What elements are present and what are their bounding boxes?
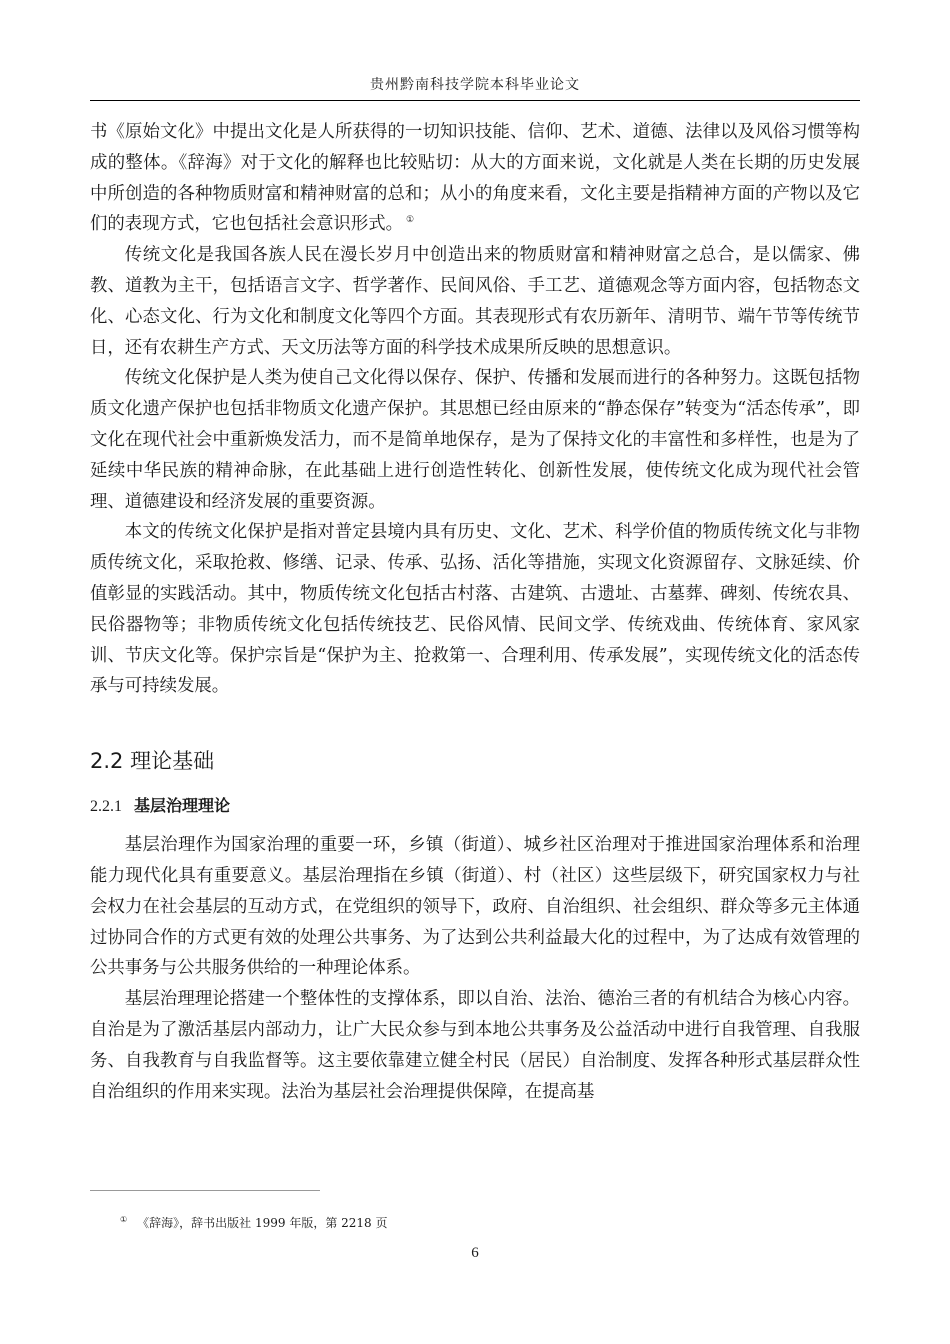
paragraph-text: 书《原始文化》中提出文化是人所获得的一切知识技能、信仰、艺术、道德、法律以及风俗习惯等构成的整体。《辞海》对于文化的解释也比较贴切：从大的方面来说，文化就是人类在长期的历史发展中所创造的各种物质财富和精神财富的总和；从小的角度来看，文化主要是指精神方面的产物以及它们的表现方式，它也包括社会意识形式。 bbox=[90, 122, 860, 235]
footnote bbox=[120, 1212, 388, 1231]
paragraph-traditional-culture: 传统文化是我国各族人民在漫长岁月中创造出来的物质财富和精神财富之总合，是以儒家、佛教、道教为主干，包括语言文字、哲学著作、民间风俗、手工艺、道德观念等方面内容，包括物态文化、心态文化、行为文化和制度文化等四个方面。其表现形式有农历新年、清明节、端午节等传统节日，还有农耕生产方式、天文历法等方面的科学技术成果所反映的思想意识。 bbox=[90, 245, 860, 358]
paragraph-culture-protection: 传统文化保护是人类为使自己文化得以保存、保护、传播和发展而进行的各种努力。这既包括物质文化遗产保护也包括非物质文化遗产保护。其思想已经由原来的“静态保存”转变为“活态传承”，即文化在现代社会中重新焕发活力，而不是简单地保存，是为了保持文化的丰富性和多样性，也是为了延续中华民族的精神命脉，在此基础上进行创造性转化、创新性发展，使传统文化成为现代社会管理、道德建设和经济发展的重要资源。 bbox=[90, 368, 860, 512]
paragraph-scope-definition: 本文的传统文化保护是指对普定县境内具有历史、文化、艺术、科学价值的物质传统文化与非物质传统文化，采取抢救、修缮、记录、传承、弘扬、活化等措施，实现文化资源留存、文脉延续、价值彰显的实践活动。其中，物质传统文化包括古村落、古建筑、古遗址、古墓葬、碑刻、传统农具、民俗器物等；非物质传统文化包括传统技艺、民俗风情、民间文学、传统戏曲、传统体育、家风家训、节庆文化等。保护宗旨是“保护为主、抢救第一、合理利用、传承发展”，实现传统文化的活态传承与可持续发展。 bbox=[90, 522, 860, 697]
paragraph-governance-system: 基层治理理论搭建一个整体性的支撑体系，即以自治、法治、德治三者的有机结合为核心内容。自治是为了激活基层内部动力，让广大民众参与到本地公共事务及公益活动中进行自我管理、自我服务、自我教育与自我监督等。这主要依靠建立健全村民（居民）自治制度、发挥各种形式基层群众性自治组织的作用来实现。法治为基层社会治理提供保障，在提高基 bbox=[90, 989, 860, 1102]
page-number: 6 bbox=[471, 1245, 479, 1261]
footnote-mark: ① bbox=[120, 1215, 128, 1224]
footnote-reference[interactable]: ① bbox=[406, 215, 415, 226]
header-rule bbox=[90, 100, 860, 101]
subsection-heading bbox=[90, 793, 860, 820]
subsection-title: 基层治理理论 bbox=[134, 796, 231, 816]
footnote-rule bbox=[90, 1190, 320, 1191]
section-heading: 2.2 理论基础 bbox=[90, 749, 215, 774]
paragraph-governance-definition: 基层治理作为国家治理的重要一环，乡镇（街道）、城乡社区治理对于推进国家治理体系和治理能力现代化具有重要意义。基层治理指在乡镇（街道）、村（社区）这些层级下，研究国家权力与社会权力在社会基层的互动方式，在党组织的领导下，政府、自治组织、社会组织、群众等多元主体通过协同合作的方式更有效的处理公共事务、为了达到公共利益最大化的过程中，为了达成有效管理的公共事务与公共服务供给的一种理论体系。 bbox=[90, 835, 860, 979]
paragraph-culture-definition bbox=[90, 117, 860, 240]
subsection-number: 2.2.1 bbox=[90, 798, 122, 816]
page-header: 贵州黔南科技学院本科毕业论文 bbox=[370, 77, 580, 93]
footnote-text: 《辞海》，辞书出版社 1999 年版，第 2218 页 bbox=[137, 1216, 388, 1230]
page-body bbox=[90, 117, 860, 1107]
